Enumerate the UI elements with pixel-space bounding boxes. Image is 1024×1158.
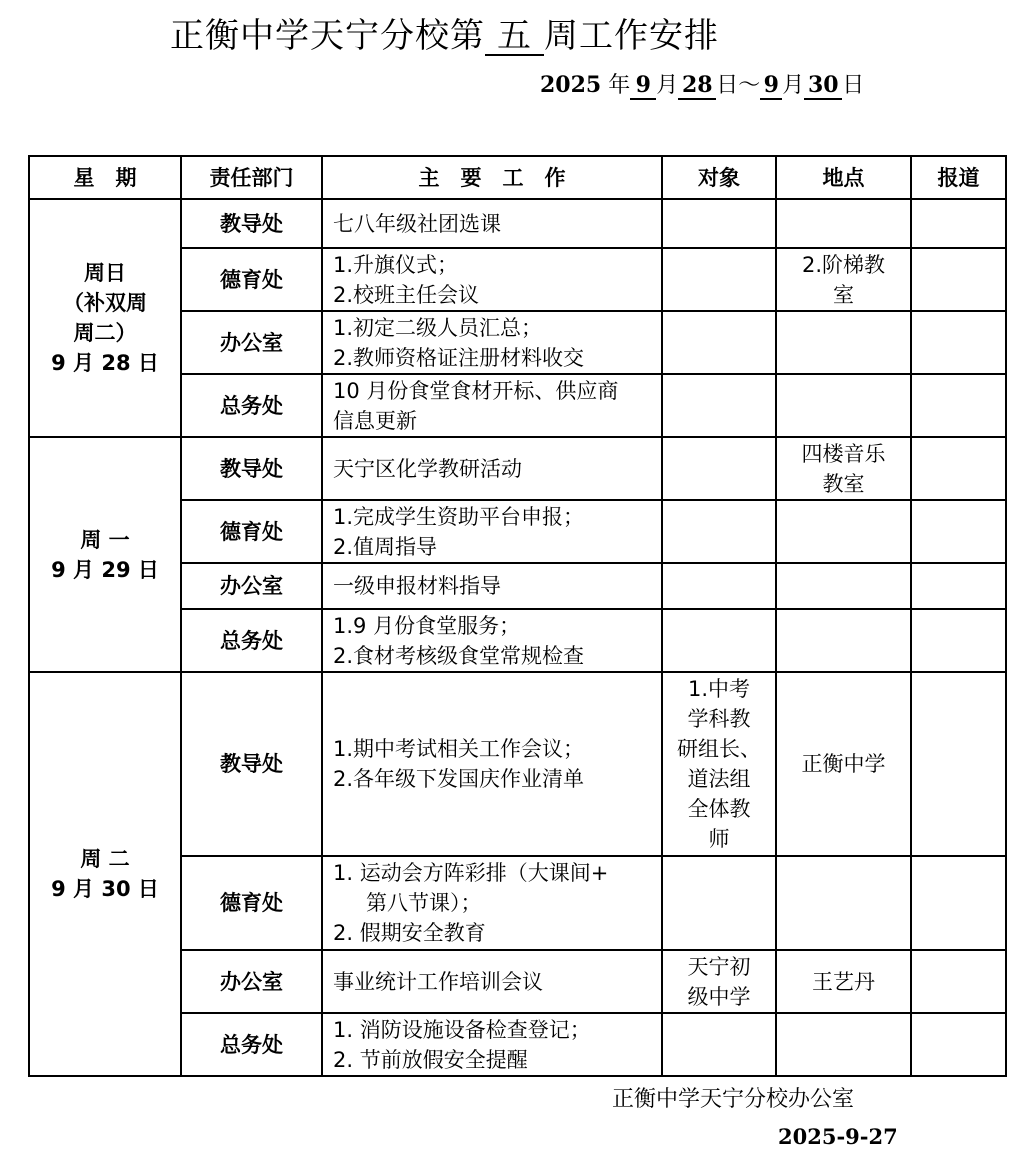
work-line: 2.校班主任会议 <box>333 282 480 307</box>
work-line: 第八节课）； <box>366 891 482 915</box>
report-cell <box>911 563 1006 609</box>
day-cell-monday <box>29 437 181 672</box>
work-line: 天宁区化学教研活动 <box>333 456 522 481</box>
report-cell <box>911 374 1006 437</box>
date-month-char: 月 <box>656 73 679 98</box>
report-cell <box>911 199 1006 248</box>
target-cell <box>662 311 776 374</box>
header-target: 对象 <box>662 156 776 199</box>
report-cell <box>911 950 1006 1013</box>
department-cell: 教导处 <box>181 199 322 248</box>
report-cell <box>911 856 1006 950</box>
department-cell: 办公室 <box>181 563 322 609</box>
work-line: 2.各年级下发国庆作业清单 <box>333 767 585 791</box>
work-cell <box>322 500 662 563</box>
location-cell <box>776 563 911 609</box>
department-cell: 德育处 <box>181 248 322 311</box>
work-line: 1.9 月份食堂服务； <box>333 613 521 638</box>
week-number: 五 <box>485 18 544 56</box>
location-cell <box>776 950 911 1013</box>
date-year-char: 年 <box>608 73 631 98</box>
work-line: 1.初定二级人员汇总； <box>333 315 543 340</box>
target-line: 1.中考 <box>687 677 751 701</box>
date-day-char: 日～ <box>716 73 761 98</box>
target-line: 级中学 <box>687 984 751 1009</box>
report-cell <box>911 609 1006 672</box>
date-end-day: 30 <box>804 72 842 100</box>
day-label-line: 周日 <box>84 261 126 285</box>
work-line: 10 月份食堂食材开标、供应商 <box>333 378 619 403</box>
location-cell <box>776 856 911 950</box>
department-cell: 总务处 <box>181 609 322 672</box>
day-cell-tuesday <box>29 672 181 1076</box>
work-cell <box>322 437 662 500</box>
footer-date: 2025-9-27 <box>778 1124 898 1149</box>
title-prefix: 正衡中学天宁分校第 <box>170 16 485 56</box>
header-main-work: 主 要 工 作 <box>322 156 662 199</box>
department-cell: 德育处 <box>181 856 322 950</box>
work-line: 七八年级社团选课 <box>333 211 501 236</box>
work-cell <box>322 563 662 609</box>
table-header-row <box>29 156 1006 199</box>
page-title <box>170 8 719 57</box>
location-line: 王艺丹 <box>812 969 875 994</box>
target-line: 天宁初 <box>687 954 751 979</box>
target-cell <box>662 1013 776 1076</box>
day-label-line: 9 月 29 日 <box>51 557 159 582</box>
header-day: 星 期 <box>29 156 181 199</box>
schedule-table <box>28 155 1007 1077</box>
date-end-day-char: 日 <box>842 73 865 98</box>
day-label-line: 周 一 <box>80 527 130 552</box>
date-year: 2025 <box>540 72 602 98</box>
target-cell <box>662 563 776 609</box>
target-cell <box>662 950 776 1013</box>
date-start-day: 28 <box>678 72 716 100</box>
target-line: 道法组 <box>687 767 751 791</box>
target-cell <box>662 856 776 950</box>
target-line: 全体教 <box>687 797 751 821</box>
location-cell <box>776 311 911 374</box>
department-cell: 教导处 <box>181 672 322 856</box>
title-suffix: 周工作安排 <box>544 16 719 56</box>
work-line: 一级申报材料指导 <box>333 574 501 598</box>
report-cell <box>911 311 1006 374</box>
work-line: 1. 消防设施设备检查登记； <box>333 1017 591 1042</box>
target-cell <box>662 500 776 563</box>
day-cell-sunday <box>29 199 181 437</box>
date-end-month: 9 <box>760 72 782 100</box>
location-cell <box>776 199 911 248</box>
header-report: 报道 <box>911 156 1006 199</box>
department-cell: 总务处 <box>181 1013 322 1076</box>
work-line: 2.食材考核级食堂常规检查 <box>333 643 585 668</box>
work-line: 2. 假期安全教育 <box>333 921 486 945</box>
date-start-month: 9 <box>630 72 656 100</box>
work-line: 1.期中考试相关工作会议； <box>333 737 585 761</box>
date-month-char-2: 月 <box>782 73 805 98</box>
day-label-line: 9 月 28 日 <box>51 351 159 375</box>
table-row <box>29 199 1006 248</box>
report-cell <box>911 248 1006 311</box>
header-location: 地点 <box>776 156 911 199</box>
location-cell <box>776 437 911 500</box>
location-line: 四楼音乐 <box>801 441 886 466</box>
department-cell: 办公室 <box>181 311 322 374</box>
location-cell <box>776 374 911 437</box>
target-cell <box>662 437 776 500</box>
department-cell: 总务处 <box>181 374 322 437</box>
day-label-line: 周 二 <box>80 847 130 871</box>
target-cell <box>662 248 776 311</box>
work-cell <box>322 856 662 950</box>
footer-office: 正衡中学天宁分校办公室 <box>612 1087 855 1112</box>
work-cell <box>322 311 662 374</box>
target-cell <box>662 199 776 248</box>
location-line: 教室 <box>822 471 865 496</box>
department-cell: 德育处 <box>181 500 322 563</box>
table-row <box>29 437 1006 500</box>
target-line: 研组长、 <box>677 737 761 761</box>
location-line: 2.阶梯教 <box>801 252 886 277</box>
work-cell <box>322 374 662 437</box>
date-range <box>540 68 864 100</box>
work-line: 事业统计工作培训会议 <box>333 969 543 994</box>
table-row <box>29 672 1006 856</box>
work-cell <box>322 248 662 311</box>
location-cell <box>776 500 911 563</box>
work-line: 1.升旗仪式； <box>333 252 459 277</box>
work-line: 2. 节前放假安全提醒 <box>333 1047 528 1072</box>
work-line: 2.教师资格证注册材料收交 <box>333 345 585 370</box>
location-cell <box>776 609 911 672</box>
target-cell <box>662 672 776 856</box>
target-cell <box>662 374 776 437</box>
work-cell <box>322 1013 662 1076</box>
work-cell <box>322 609 662 672</box>
report-cell <box>911 672 1006 856</box>
work-cell <box>322 950 662 1013</box>
day-label-line: 9 月 30 日 <box>51 877 159 901</box>
target-line: 师 <box>708 827 730 851</box>
target-cell <box>662 609 776 672</box>
report-cell <box>911 1013 1006 1076</box>
day-label-line: 周二） <box>73 321 137 345</box>
day-label-line: （补双周 <box>63 291 147 315</box>
location-cell <box>776 1013 911 1076</box>
location-cell <box>776 672 911 856</box>
work-cell <box>322 199 662 248</box>
work-cell <box>322 672 662 856</box>
report-cell <box>911 437 1006 500</box>
location-cell <box>776 248 911 311</box>
work-line: 2.值周指导 <box>333 534 438 559</box>
target-line: 学科教 <box>687 707 751 731</box>
work-line: 1. 运动会方阵彩排（大课间+ <box>333 861 609 885</box>
work-line: 信息更新 <box>333 408 417 433</box>
work-line: 1.完成学生资助平台申报； <box>333 504 585 529</box>
department-cell: 教导处 <box>181 437 322 500</box>
location-line: 正衡中学 <box>801 752 886 776</box>
header-department: 责任部门 <box>181 156 322 199</box>
report-cell <box>911 500 1006 563</box>
location-line: 室 <box>833 282 854 307</box>
department-cell: 办公室 <box>181 950 322 1013</box>
